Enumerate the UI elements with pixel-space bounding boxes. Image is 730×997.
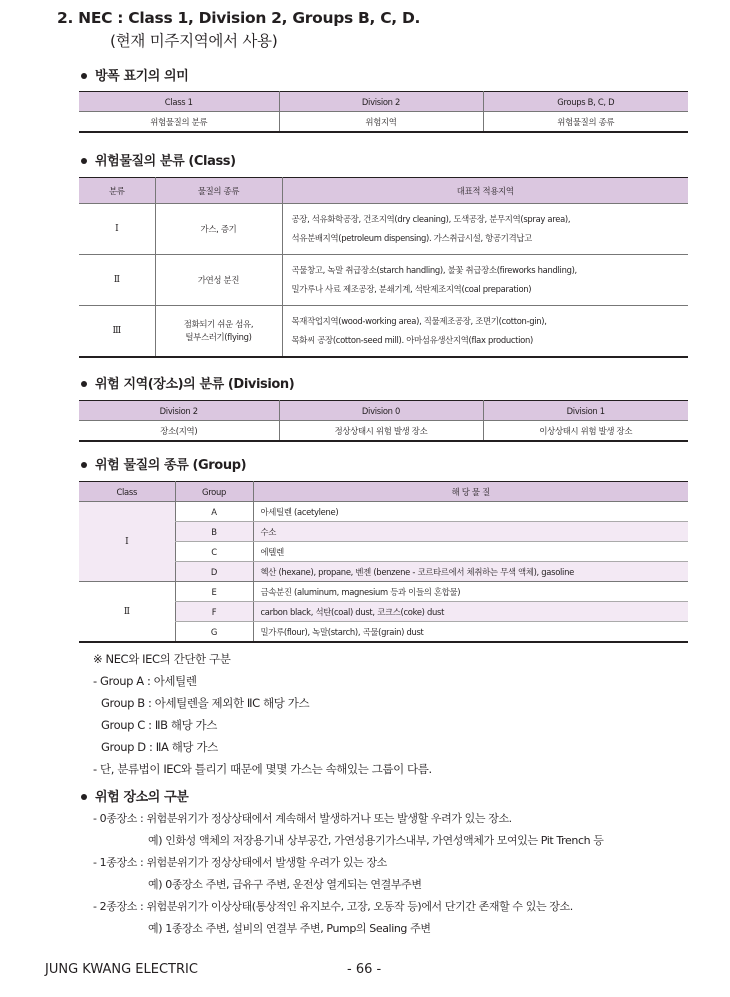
table-cell: 금속분진 (aluminum, magnesium 등과 이들의 혼합물)	[253, 582, 688, 602]
class-table	[79, 177, 688, 358]
table-cell	[155, 306, 282, 358]
footer-company: JUNG KWANG ELECTRIC	[45, 962, 198, 977]
note-line: - 단, 분류법이 IEC와 틀리기 때문에 몇몇 가스는 속해있는 그룹이 다름.	[93, 762, 432, 776]
section-title-zone	[79, 786, 188, 805]
table-row	[79, 255, 688, 306]
cell-line: 석유분배지역(petroleum dispensing). 가스취급시설, 항공기격납고	[291, 233, 532, 243]
table-cell: 위험물질의 분류	[150, 116, 208, 127]
section-title-class	[79, 150, 236, 169]
table-cell: 수소	[253, 522, 688, 542]
table-cell	[282, 255, 688, 306]
table-header: Class 1	[79, 92, 279, 112]
section-title-division	[79, 373, 294, 392]
page-number: - 66 -	[347, 962, 382, 977]
section-title-marking	[79, 65, 188, 84]
bullet-icon	[81, 794, 87, 800]
table-cell: 정상상태시 위험 발생 장소	[279, 421, 483, 442]
table-row	[79, 582, 688, 602]
section-title-text: 위험 지역(장소)의 분류 (Division)	[95, 377, 295, 392]
table-cell	[282, 204, 688, 255]
zone-example: 예) 0종장소 주변, 급유구 주변, 운전상 열게되는 연결부주변	[148, 878, 422, 891]
page-heading: 2. NEC : Class 1, Division 2, Groups B, C, D.	[57, 9, 421, 27]
table-cell: 위험지역	[279, 112, 483, 133]
table-header: Division 1	[483, 401, 688, 421]
bullet-icon	[81, 158, 87, 164]
table-cell: C	[175, 542, 253, 562]
table-cell: Ⅱ	[79, 255, 155, 306]
table-header: 해 당 물 질	[253, 482, 688, 502]
table-cell: E	[175, 582, 253, 602]
table-cell: G	[175, 622, 253, 643]
cell-line: 점화되기 쉬운 섬유,	[183, 319, 254, 329]
table-cell: Ⅱ	[123, 606, 130, 617]
cell-line: 목재작업지역(wood-working area), 직물제조공장, 조면기(cotton-gin),	[291, 316, 547, 326]
zone-line: - 0종장소 : 위험분위기가 정상상태에서 계속해서 발생하거나 또는 발생할 우려가 있는 장소.	[93, 812, 512, 825]
table-cell: 위험물질의 종류	[483, 112, 688, 133]
zone-example: 예) 인화성 액체의 저장용기내 상부공간, 가연성용기가스내부, 가연성액체가 모여있는 Pit Trench 등	[148, 834, 604, 847]
section-title-text: 위험물질의 분류 (Class)	[95, 154, 236, 169]
page-subheading: (현재 미주지역에서 사용)	[110, 32, 278, 50]
note-line: Group C : ⅡB 해당 가스	[101, 718, 217, 732]
table-row	[79, 306, 688, 358]
table-cell: B	[175, 522, 253, 542]
table-header: Class	[79, 482, 175, 502]
note-line: Group D : ⅡA 해당 가스	[101, 740, 218, 754]
table-header: 대표적 적용지역	[282, 178, 688, 204]
bullet-icon	[81, 73, 87, 79]
table-header: Division 2	[79, 401, 279, 421]
cell-line: 곡물창고, 녹말 취급장소(starch handling), 불꽃 취급장소(fireworks handling),	[291, 265, 577, 275]
table-cell: 에텔렌	[253, 542, 688, 562]
table-cell: D	[175, 562, 253, 582]
bullet-icon	[81, 381, 87, 387]
cell-line: 목화씨 공장(cotton-seed mill). 아마섬유생산지역(flax production)	[291, 335, 533, 345]
section-title-text: 위험 물질의 종류 (Group)	[95, 458, 247, 473]
table-cell: 아세틸렌 (acetylene)	[253, 502, 688, 522]
note-line: - Group A : 아세틸렌	[93, 674, 197, 688]
division-table	[79, 400, 688, 442]
table-cell: 장소(지역)	[160, 425, 198, 436]
table-cell: 헥산 (hexane), propane, 벤젠 (benzene - 코르타르에서 체취하는 무색 액체), gasoline	[253, 562, 688, 582]
table-cell: A	[175, 502, 253, 522]
table-header: Division 0	[279, 401, 483, 421]
table-header: Group	[175, 482, 253, 502]
table-header: 물질의 종류	[155, 178, 282, 204]
table-row	[79, 204, 688, 255]
table-cell: 이상상태시 위험 발생 장소	[483, 421, 688, 442]
table-cell: Ⅰ	[79, 204, 155, 255]
table-header: Division 2	[279, 92, 483, 112]
marking-table	[79, 91, 688, 133]
nec-iec-note-title: ※ NEC와 IEC의 간단한 구분	[93, 652, 231, 666]
table-header: Groups B, C, D	[483, 92, 688, 112]
table-cell: 밀가루(flour), 녹말(starch), 곡물(grain) dust	[253, 622, 688, 643]
bullet-icon	[81, 462, 87, 468]
cell-line: 밀가루나 사료 제조공장, 분쇄기계, 석탄제조지역(coal preparation)	[291, 284, 532, 294]
table-row	[79, 502, 688, 522]
section-title-group	[79, 454, 246, 473]
section-title-text: 위험 장소의 구분	[95, 790, 189, 805]
section-title-text: 방폭 표기의 의미	[95, 69, 189, 84]
zone-example: 예) 1종장소 주변, 설비의 연결부 주변, Pump의 Sealing 주변	[148, 922, 431, 935]
table-cell: 가연성 분진	[155, 255, 282, 306]
cell-line: 공장, 석유화학공장, 건조지역(dry cleaning), 도색공장, 분무지역(spray area),	[291, 214, 571, 224]
zone-line: - 1종장소 : 위험분위기가 정상상태에서 발생할 우려가 있는 장소	[93, 856, 387, 869]
table-cell: 가스, 증기	[155, 204, 282, 255]
group-table	[79, 481, 688, 643]
note-line: Group B : 아세틸렌을 제외한 ⅡC 해당 가스	[101, 696, 310, 710]
zone-line: - 2종장소 : 위험분위기가 이상상태(통상적인 유지보수, 고장, 오동작 등)에서 단기간 존재할 수 있는 장소.	[93, 900, 573, 913]
table-cell: carbon black, 석탄(coal) dust, 코크스(coke) dust	[253, 602, 688, 622]
cell-line: 털부스러기(flying)	[185, 332, 252, 342]
table-cell: Ⅰ	[79, 502, 175, 582]
table-cell: Ⅲ	[79, 306, 155, 358]
table-header: 분류	[79, 178, 155, 204]
table-cell: F	[175, 602, 253, 622]
table-cell	[282, 306, 688, 358]
